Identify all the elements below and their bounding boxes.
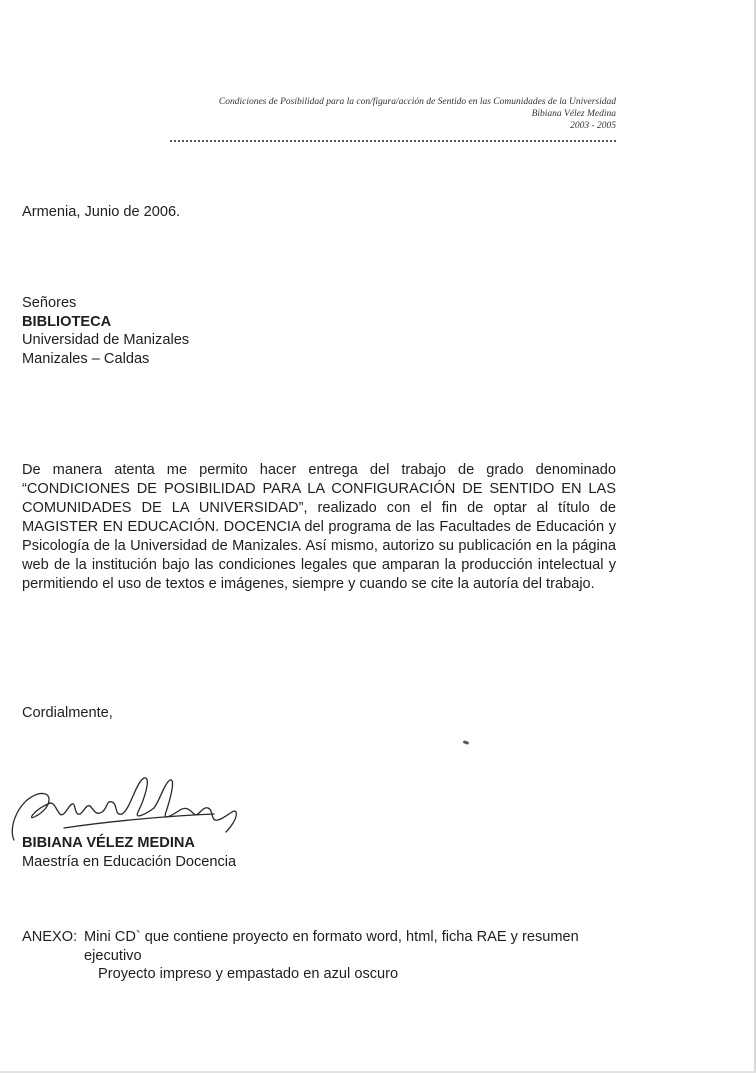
header-author: Bibiana Vélez Medina	[531, 109, 616, 119]
signer-program: Maestría en Educación Docencia	[22, 853, 237, 870]
recipient-name: BIBLIOTECA	[22, 313, 112, 330]
annex-item-cd: Mini CD` que contiene proyecto en formato word, html, ficha RAE y resumen ejecutivo	[84, 929, 579, 964]
header-title: Condiciones de Posibilidad para la con/figura/acción de Sentido en las Comunidades de la Universidad	[218, 97, 616, 107]
annex-row	[22, 928, 582, 965]
recipient-location: Manizales – Caldas	[22, 350, 150, 367]
letter-closing: Cordialmente,	[22, 705, 113, 721]
running-header	[56, 96, 616, 132]
header-years: 2003 - 2005	[570, 121, 616, 131]
recipient-institution: Universidad de Manizales	[22, 332, 190, 349]
letter-date: Armenia, Junio de 2006.	[22, 204, 181, 220]
recipient-salutation: Señores	[22, 295, 77, 311]
letter-body: De manera atenta me permito hacer entrega del trabajo de grado denominado “CONDICIONES DE POSIBILIDAD PARA LA CONFIGURACIÓN DE SENTIDO EN LAS COMUNIDADES DE LA UNIVERSIDAD”, realizado con el fin de optar al título de MAGISTER EN EDUCACIÓN. DOCENCIA del programa de las Facultades de Educación y Psicología de la Universidad de Manizales. Así mismo, autorizo su publicación en la página web de la institución bajo las condiciones legales que amparan la producción intelectual y permitiendo el uso de textos e imágenes, siempre y cuando se cite la autoría del trabajo.	[22, 462, 616, 592]
annex-block	[22, 928, 582, 984]
annex-label: ANEXO:	[22, 929, 78, 945]
signer-name: BIBIANA VÉLEZ MEDINA	[22, 835, 195, 851]
recipient-block	[22, 294, 189, 368]
header-divider	[170, 140, 616, 142]
scan-speck	[463, 740, 470, 745]
annex-item-printed: Proyecto impreso y empastado en azul oscuro	[98, 966, 399, 983]
signer-block	[22, 834, 236, 871]
